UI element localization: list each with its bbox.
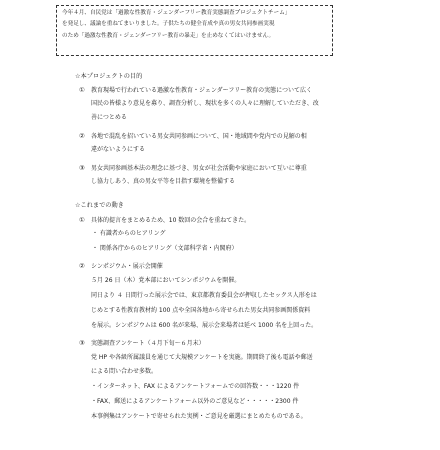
item-number: ③ xyxy=(79,339,85,347)
activity-item-3 xyxy=(79,338,205,349)
intro-line: 今年４月、自民党は「過激な性教育・ジェンダーフリー教育実態調査プロジェクトチーム」 xyxy=(62,10,291,16)
purpose-item-1-cont: 善につとめる xyxy=(91,114,127,121)
item-number: ① xyxy=(79,86,85,94)
activity-item-3-cont: ・インターネット、FAX によるアンケートフォームでの回答数・・・1220 件 xyxy=(91,383,300,390)
item-text: シンポジウム・展示会開催 xyxy=(91,263,163,270)
purpose-title: ☆本プロジェクトの目的 xyxy=(75,73,143,80)
item-text: 教育現場で行われている過激な性教育・ジェンダーフリー教育の実態について広く xyxy=(91,87,312,94)
intro-line: を発足し、議論を重ねてまいりました。子供たちの健全育成や真の男女共同参画実現 xyxy=(62,21,275,28)
activity-subitem: ・ 有識者からのヒアリング xyxy=(92,230,166,237)
activities-title: ☆これまでの動き xyxy=(75,202,124,209)
purpose-item-2 xyxy=(79,131,307,142)
item-text: 実態調査アンケート（４月下旬～６月末） xyxy=(91,340,205,347)
activity-item-2 xyxy=(79,261,163,272)
item-text: 男女共同参画基本法の理念に基づき、男女が社会活動や家庭において互いに尊重 xyxy=(91,165,307,172)
activity-subitem: ・ 関係各庁からのヒアリング（文部科学省・内閣府） xyxy=(92,245,238,252)
item-number: ② xyxy=(79,132,85,140)
purpose-item-1 xyxy=(79,85,312,96)
activity-item-3-cont: 本事例集はアンケートで寄せられた実例・ご意見を厳選にまとめたものである。 xyxy=(91,413,307,420)
item-number: ② xyxy=(79,262,85,270)
item-number: ① xyxy=(79,216,85,224)
activity-item-2-cont: を展示。シンポジウムは 600 名が来場、展示会来場者は延べ 1000 名を上回った。 xyxy=(91,322,318,329)
intro-box xyxy=(56,5,333,56)
item-text: 具体的提言をまとめるため、10 数回の会合を重ねてきた。 xyxy=(91,217,251,224)
purpose-item-3-cont: し協力しあう、真の男女平等を目指す環境を整備する xyxy=(91,178,236,185)
intro-line: のため「過激な性教育・ジェンダーフリー教育の暴走」を止めなくてはいけません。 xyxy=(62,32,275,39)
activity-item-2-cont: じめとする性教育教材約 100 点や全国各地から寄せられた男女共同参画関係資料 xyxy=(91,307,311,314)
purpose-item-1-cont: 国民の皆様より意見を募り、調査分析し、現状を多くの人々に理解していただき、改 xyxy=(91,100,319,107)
purpose-item-3 xyxy=(79,163,307,174)
item-number: ③ xyxy=(79,164,85,172)
activity-item-1 xyxy=(79,215,250,226)
activity-item-2-cont: ５月 26 日（木）党本部においてシンポジウムを開催。 xyxy=(91,277,241,284)
item-text: 各地で混乱を招いている男女共同参画について、国・地域間や党内での見解の相 xyxy=(91,133,307,140)
activity-item-3-cont: ・FAX、郵送によるアンケートフォーム以外のご意見など・・・・・2300 件 xyxy=(91,398,299,405)
activity-item-2-cont: 同日より ４ 日間行った展示会では、東京都教育委員会が押収したセックス人形をは xyxy=(91,292,317,299)
activity-item-3-cont: 党 HP や各級所属議員を通じて大規模アンケートを実施。期間終了後も電話や郵送 xyxy=(91,354,313,361)
activity-item-3-cont: による問い合わせ多数。 xyxy=(91,368,158,375)
purpose-item-2-cont: 違がないようにする xyxy=(91,146,146,153)
